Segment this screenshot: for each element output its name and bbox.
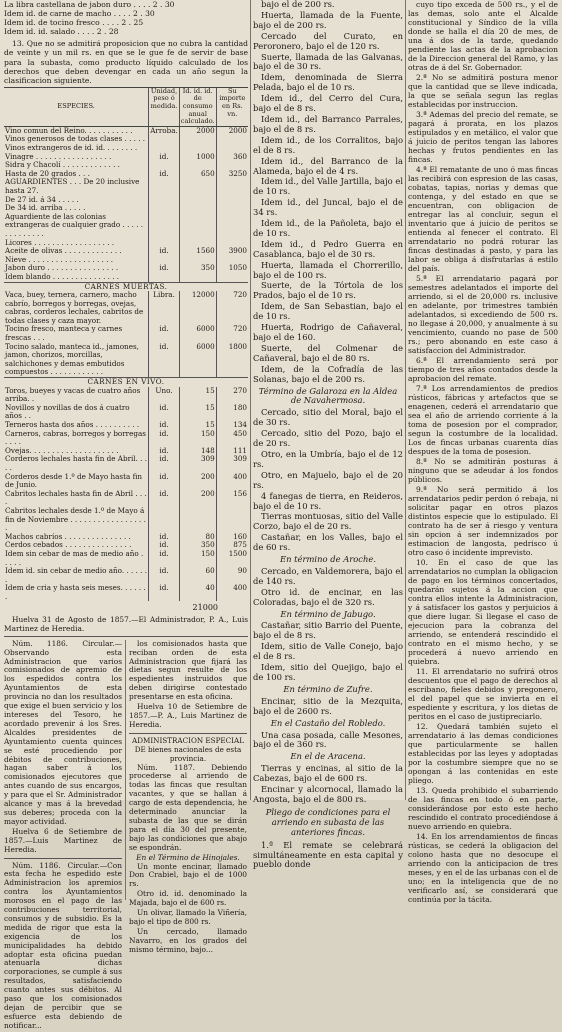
finca-line: Otro id. de encinar, en las Coloradas, bajo el de 320 rs.: [253, 586, 403, 607]
lower-right-text: [129, 640, 247, 956]
consumption-cell: 200: [179, 490, 216, 507]
table-row: [4, 490, 248, 507]
condition-paragraph: 4.ª El rematante de uno ó mas fincas las recibirá con espresion de las casas, cobatas, tapias, norias y demas que contenga, y del estado en que se encuentran, con obligacion de entregar las al concluir, segun el inventario que á juicio de peritos se entienda al fenecer el contrato. El arrendatario no podrá roturar las fincas destinadas á pasto, y para las labor se obliga á disfrutarlas á estilo del país.: [408, 165, 558, 273]
condition-paragraph: cuyo tipo exceda de 500 rs., y el de las demas, solo ante el Alcalde constitucional y Síndico de la villa donde se halla el día 20 de mes, de una á dos de la tarde, quedando pendiente las actas de la aprobacion de la Direccion general del Ramo, y las otras de á del Sr. Gobernador.: [408, 0, 558, 72]
finca-list-3: [253, 567, 403, 608]
consumption-cell: 15: [179, 387, 216, 404]
finca-line: Castañar, sitio Barrio del Puente, bajo el de 8 rs.: [253, 620, 403, 641]
species-cell: Aguardiente de las colonias extrangeras de cualquier grado . . . . . . . . . . . . . .: [5, 211, 144, 238]
finca-line: Idem id., del Juncal, bajo el de 34 rs.: [253, 197, 403, 218]
finca-line: Suerte, llamada de las Galvanas, bajo el de 30 rs.: [253, 51, 403, 72]
finca-line: 4 fanegas de tierra, en Reideros, bajo el de 10 rs.: [253, 490, 403, 511]
finca-list-5: [253, 697, 403, 717]
finca-line: Idem, denominada de Sierra Pelada, bajo el de 10 rs.: [253, 72, 403, 93]
consumption-cell: 80: [179, 533, 216, 542]
amount-cell: 3250: [216, 170, 248, 179]
amount-cell: 309: [216, 455, 248, 472]
finca-line: Idem, sitio del Quejigo, bajo el de 100 rs.: [253, 662, 403, 682]
consumption-cell: 6000: [179, 343, 216, 378]
condition-paragraph: 5.ª El arrendatario pagará por semestres adelantados el importe del arriendo, si el de 20,000 rs. inclusive en adelante, por trimestres también adelantados, si excediendo de 500 rs. no llegase á 20,000, y anualmente á su vencimiento, cuando no pase de 500 rs.; pero abonando en este caso á satisfaccion del Administrador.: [408, 274, 558, 355]
finca-line: Cercado del Curato, en Peroronero, bajo el de 120 rs.: [253, 30, 403, 51]
condition-paragraph: 9.ª No será permitido á los arrendatarios pedir perdon ó rebaja, ni solicitar pagar en otros plazos distintos especie que lo estipulado. El contrato ha de ser á riesgo y ventura sin opcion á ser indemnizados por estimacion de langosta, pedrisco ú otro caso ó incidente imprevisto.: [408, 485, 558, 557]
amount-cell: 1050: [216, 264, 248, 273]
amount-cell: [216, 135, 248, 144]
finca-line: Encinar, sitio de la Mezquita, bajo el de 2600 rs.: [253, 695, 403, 716]
subheading-aracena: En el de Aracena.: [290, 751, 366, 762]
condition-paragraph: 8.ª No se admitirán posturas á ninguno que se adeudar á los fondos públicos.: [408, 457, 558, 484]
finca-line: Tierras montuosas, sitio del Valle Corzo, bajo el de 20 rs.: [253, 511, 403, 532]
unit-cell: [149, 507, 180, 533]
amount-cell: [216, 178, 248, 195]
unit-cell: id.: [149, 473, 180, 490]
amount-cell: 720: [216, 291, 248, 325]
species-cell: Idem id. sin cebar de medio año. . . . . . .: [5, 566, 148, 584]
finca-line: Un monte encinar, llamado Don Crabiel, bajo el de 1000 rs.: [129, 861, 247, 889]
subheading-jabugo: En término de Jabugo.: [280, 608, 376, 619]
unit-cell: id.: [149, 447, 180, 456]
consumption-cell: [179, 507, 216, 533]
header-species: ESPECIES.: [4, 87, 149, 126]
comisionados-text: los comisionados hasta que reciban orden de esta Administracion que fijará las dietas segun resulte de los espedientes instruidos que deben dirigirse contestado presentarse en esta oficina.: [129, 638, 247, 702]
pliego-condition-1: 1.ª El remate se celebrará simultáneamente en esta capital y pueblo donde: [253, 839, 403, 870]
unit-cell: id.: [149, 247, 180, 256]
header-consumption: Id. id. id. de consumo anual calculado.: [180, 86, 215, 126]
unit-cell: id.: [149, 325, 180, 342]
unit-cell: id.: [149, 533, 180, 542]
consumption-cell: 148: [179, 447, 216, 456]
finca-line: Idem, de San Sebastian, bajo el de 10 rs.: [253, 301, 403, 322]
unit-cell: id.: [149, 264, 180, 273]
subheading-robledo: En el Castaño del Robledo.: [270, 717, 386, 728]
unit-cell: id.: [149, 421, 180, 430]
header-unit: Unidad, peso ó medida.: [149, 87, 180, 126]
consumption-cell: 15: [179, 404, 216, 421]
unit-cell: [149, 273, 180, 282]
condition-paragraph: 7.ª Los arrendamientos de predios rústicos, fábricas y artefactos que se enagenen, cederá el arrendatario que sea el año de arriendo corriente á la toma de posesion por el comprador, segun la costumbre de la localidad. Los de fincas urbanas cuarenta días despues de la toma de posesion.: [408, 384, 558, 456]
inner-rule: [125, 640, 126, 900]
species-cell: Cabritos lechales desde 1.º de Mayo á fin de Noviembre . . . . . . . . . . . . . . . . . .: [5, 505, 146, 533]
finca-line: Suerte, del Colmenar de Cañaveral, bajo el de 80 rs.: [253, 342, 403, 363]
unit-cell: id.: [149, 455, 180, 472]
table-row: [4, 325, 248, 342]
consumption-cell: 1560: [179, 247, 216, 256]
consumption-cell: 15: [179, 421, 216, 430]
species-cell: Aceite de olivas . . . . . . . . . . . . .: [5, 246, 122, 256]
condition-paragraph: 6.ª El arrendamiento será por tiempo de tres años contados desde la aprobacion del remate.: [408, 356, 558, 383]
unit-cell: id.: [149, 430, 180, 447]
consumption-cell: 350: [179, 264, 216, 273]
amount-cell: 134: [216, 421, 248, 430]
subheading-zufre: En término de Zufre.: [283, 683, 373, 694]
separator: [129, 733, 247, 734]
species-cell: Idem de cria y hasta seis meses. . . . . . .: [5, 583, 146, 601]
num-1187: Núm. 1187. Debiendo procederse al arriendo de todas las fincas que resultan vacantes, y que se hallan á cargo de esta dependencia, he determinado anunciar la subasta de las que se dirán para el día 30 del presente, bajo las condiciones que abajo se espondrán.: [129, 762, 247, 852]
column-2: [253, 0, 403, 870]
circular-1186-a: Núm. 1186. Circular.—Observando esta Administracion que varios comisionados de apremio de los espedidos contra los Ayuntamientos de esta provincia no dan los resultados que exige el buen servicio y los intereses del Tesoro, he acordado prevenir á los Sres. Alcaldes presidentes de Ayuntamiento cuenta quinces se esté procediendo por débitos de contribuciones, hagan saber á los comisionados ejecutores que antes cuando de sus encargos, y para que el Sr. Administrador alcance y mas á la brevedad sus deberes; proceda con la mayor actividad.: [4, 638, 122, 826]
consumption-cell: 350: [179, 541, 216, 550]
amount-cell: 875: [216, 541, 248, 550]
consumption-cell: 200: [179, 473, 216, 490]
finca-line: Un olivar, llamado la Viñería, bajo el tipo de 800 rs.: [129, 908, 247, 926]
consumption-cell: 60: [179, 567, 216, 584]
consumption-cell: 150: [179, 430, 216, 447]
unit-cell: [149, 204, 180, 213]
table-row: [4, 213, 248, 239]
amount-cell: 156: [216, 490, 248, 507]
consumption-cell: 150: [179, 550, 216, 567]
amount-cell: 1800: [216, 343, 248, 378]
finca-line: Idem id., del Valle Jartilla, bajo el de 10 rs.: [253, 176, 403, 197]
amount-cell: 160: [216, 533, 248, 542]
species-cell: Corderos desde 1.º de Mayo hasta fin de Junio.: [5, 471, 142, 490]
unit-cell: id.: [149, 490, 180, 507]
consumption-cell: [179, 204, 216, 213]
finca-list-4: [253, 621, 403, 682]
circular-1186-b: Núm. 1186. Circular.—Con esta fecha he espedido este Administracion los apremios contra los Ayuntamientos morosos en el pago de las contribuciones territorial, consumos y de subsidio. Es la medida de rigor que esta la exigencia de los municipalidades ha debido adoptar esta oficina puedan atenuarla dichas corporaciones, se cumple á sus resultados, satisfaciendo cuanto antes sus débitos. Al paso que los comisionados dejan de percibir que se esfuerce esta debiendo de notificar...: [4, 860, 122, 1030]
table-row: [4, 291, 248, 325]
consumption-cell: [179, 213, 216, 239]
lower-left-text: [4, 640, 122, 1032]
consumption-cell: 1000: [179, 153, 216, 162]
admin-bienes-title: ADMINISTRACION ESPECIAL DE bienes nacionales de esta provincia.: [132, 735, 244, 763]
amount-cell: [216, 196, 248, 205]
table-row: [4, 507, 248, 533]
signature-huelva: Huelva 31 de Agosto de 1857.—El Administrador, P. A., Luis Martinez de Heredia.: [4, 614, 248, 633]
finca-list-1: [253, 0, 403, 385]
species-cell: De 27 id. á 34 . . . . .: [5, 194, 79, 204]
consumption-cell: 650: [179, 170, 216, 179]
amount-cell: [216, 507, 248, 533]
column-rule-right: [405, 0, 406, 800]
species-cell: Tocino fresco, manteca y carnes frescas . . .: [5, 324, 123, 343]
column-1: [4, 0, 248, 1030]
amount-cell: 400: [216, 584, 248, 601]
amount-cell: 180: [216, 404, 248, 421]
species-cell: Vaca, buey, ternera, carnero, macho cabrío, borregos y borregas, ovejas, cabras, corderos lechales, cabritos de todas clases y caza mayor.: [5, 290, 144, 325]
species-cell: Cabritos lechales hasta fin de Abril . . . .: [5, 488, 147, 507]
species-cell: Carneros, cabras, borregos y borregas . . . .: [5, 428, 146, 447]
column-rule-left: [250, 0, 251, 800]
finca-line: Idem id., del Barranco Parrales, bajo el de 8 rs.: [253, 113, 403, 134]
unit-cell: id.: [149, 153, 180, 162]
species-cell: Vino comun del Reino. . . . . . . . . . .: [5, 125, 133, 135]
table-header-row: [4, 87, 248, 126]
amount-cell: 90: [216, 567, 248, 584]
species-cell: Licores . . . . . . . . . . . . . . . . . .: [5, 237, 115, 247]
unit-cell: id.: [149, 170, 180, 179]
finca-line: Idem, de la Cofradía de las Solanas, bajo el de 200 rs.: [253, 363, 403, 384]
price-line: Idem id. de carne de macho . . . . 2 . 30: [4, 9, 155, 19]
species-cell: Tocino salado, manteca id., jamones, jamon, chorizos, morcillas, salchichones y demas embutidos compuestos . . . . . . . . . . . .: [5, 341, 139, 377]
species-cell: Jabon duro . . . . . . . . . . . . . . . .: [5, 263, 119, 273]
table-row: [4, 473, 248, 490]
consumption-cell: 40: [179, 584, 216, 601]
price-line: Idem id. de tocino fresco . . . . 2 . 25: [4, 18, 144, 28]
price-line: Idem id. id. salado . . . . 2 . 28: [4, 27, 119, 37]
finca-line: Cercado, sitio del Moral, bajo el de 30 rs.: [253, 407, 403, 428]
finca-line: Un cercado, llamado Navarro, en los grados del mismo término, bajo...: [129, 926, 247, 954]
finca-line: Otro id. id. denominado la Majada, bajo el de 600 rs.: [129, 889, 247, 908]
finca-line: Huerta, Rodrigo de Cañaveral, bajo el de 160.: [253, 322, 403, 342]
condition-paragraph: 12. Quedará también sujeto el arrendatario á las demas condiciones que particularmente se hallen establecidas por las leyes y adoptadas por la costumbre siempre que no se opongan á las contenidas en este pliego.: [408, 722, 558, 785]
finca-list-2: [253, 408, 403, 553]
species-cell: Vinos extrangeros de id. id. . . . . . . .: [5, 143, 138, 152]
table-row: [4, 343, 248, 378]
amount-cell: 450: [216, 430, 248, 447]
amount-cell: [216, 213, 248, 239]
amount-cell: 360: [216, 153, 248, 162]
table-row: [4, 178, 248, 195]
section-title-carnes-vivo: CARNES EN VIVO.: [4, 378, 248, 387]
finca-line: Idem id., de la Pañoleta, bajo el de 10 rs.: [253, 218, 403, 238]
top-price-lines: [4, 0, 248, 36]
species-cell: Novillos y novillas de dos á cuatro años . .: [5, 402, 130, 421]
section-title-carnes-muertas: CARNES MUERTAS.: [4, 282, 248, 291]
consumption-cell: [179, 135, 216, 144]
condition-paragraph: 13. Queda prohibido el subarriendo de las fincas en todo ó en parte, considerándose por esto este hecho rescindido el contrato procediéndose á nuevo arriendo en quiebra.: [408, 786, 558, 831]
unit-cell: Libra.: [149, 291, 180, 325]
finca-line: Tierras y encinas, al sitio de la Cabezas, bajo el de 600 rs.: [253, 763, 403, 784]
consumption-cell: [179, 273, 216, 282]
header-amount: Su importe en Rs. vn.: [216, 87, 248, 126]
finca-line: Suerte, de la Tórtola de los Prados, bajo el de 10 rs.: [253, 280, 403, 301]
table-row: [4, 404, 248, 421]
species-cell: De 34 id. arriba . . . . .: [5, 203, 86, 213]
column-3: [408, 0, 558, 904]
condition-paragraph: 10. En el caso de que las arrendatarios no cumplan la obligacion de pago en los términos concertados, quedarán sujetos á la accion que contra ellos intente la Administracion, y á satisfacer los gastos y perjuicios á que diere lugar. Si llegase el caso de ejecucion para la cobranza del arriendo, se entenderá rescindido el contrato en el mismo hecho, y se procederá á nuevo arriendo en quiebra.: [408, 558, 558, 666]
finca-line: Encinar y alcornocal, llamado la Angosta, bajo el de 800 rs.: [253, 784, 403, 804]
unit-cell: id.: [149, 404, 180, 421]
amount-cell: [216, 204, 248, 213]
species-cell: Idem blando . . . . . . . . . . . . . . .: [5, 271, 120, 281]
amount-cell: 270: [216, 387, 248, 404]
amount-cell: [216, 273, 248, 282]
species-cell: Toros, bueyes y vacas de cuatro años arriba. .: [5, 385, 141, 404]
condition-paragraph: 14. En los arrendamientos de fincas rústicas, se cederá la obligacion del colono hasta que no desocupe el arriendo con la anticipacion de tres meses, y en el de las urbanas con el de uno; en la inteligencia que de no verificarlo así, se considerará que continúa por la tácita.: [408, 832, 558, 904]
table-row: [4, 387, 248, 404]
conditions-list: [408, 0, 558, 904]
consumption-cell: 6000: [179, 325, 216, 342]
unit-cell: [149, 196, 180, 205]
species-cell: Corderos lechales hasta fin de Abril. . . . .: [5, 454, 148, 472]
separator: [4, 636, 248, 637]
species-cell: AGUARDIENTES . . . De 20 inclusive hasta 27.: [5, 177, 140, 195]
table-row: [4, 455, 248, 472]
separator: [4, 858, 122, 859]
species-cell: Cerdos cebados . . . . . . . . . . . . . . .: [5, 540, 132, 550]
article-13: 13. Que no se admitirá proposicion que no cubra la cantidad de veinte y un mil rs. en que se le gue fe de servir de base para la subasta, como producto líquido calculado de los derechos que deben devengar en cada un año segun la clasificacion siguiente.: [4, 39, 248, 85]
table-row: [4, 584, 248, 601]
species-cell: Ovejas. . . . . . . . . . . . . . . . . . . .: [5, 445, 119, 455]
amount-cell: 720: [216, 325, 248, 342]
table-row: [4, 430, 248, 447]
finca-line: Cercado, en Valdemorera, bajo el de 140 rs.: [253, 565, 403, 586]
species-cell: Hasta de 20 grados . . .: [5, 168, 90, 178]
condition-paragraph: 11. El arrendatario no sufrirá otros descuentos que el pago de derechos al escribano, fieles debidos y pregonero, el del papel que se invierta en el espediente y escritura, y los dietas de peritos en el caso de justipreciarlo.: [408, 667, 558, 721]
unit-cell: id.: [149, 541, 180, 550]
unit-cell: [149, 178, 180, 195]
subheading-hinojales: En el Término de Hinojales.: [136, 852, 240, 862]
consumption-cell: 12000: [179, 291, 216, 325]
price-line: La libra castellana de jabon duro . . . . 2 . 30: [4, 0, 175, 9]
unit-cell: [149, 213, 180, 239]
species-cell: Idem sin cebar de mas de medio año . . . . .: [5, 548, 144, 567]
finca-line: Idem id., del Barranco de la Alameda, bajo el de 4 rs.: [253, 155, 403, 176]
amount-cell: 400: [216, 473, 248, 490]
amount-cell: 3900: [216, 247, 248, 256]
circular-date: Huelva 6 de Setiembre de 1857.—Luis Martinez de Heredia.: [4, 826, 122, 854]
finca-list-6: [253, 731, 403, 751]
unit-cell: id.: [149, 550, 180, 567]
subheading-aroche: En término de Aroche.: [280, 554, 376, 565]
finca-line: Idem, sitio de Valle Conejo, bajo el de 8 rs.: [253, 641, 403, 662]
species-cell: Vinos generosos de todas clases . . . . .: [5, 134, 146, 144]
finca-line: Otro, en Majuelo, bajo el de 20 rs.: [253, 469, 403, 490]
unit-cell: [149, 135, 180, 144]
finca-line: Huerta, llamada el Chorrerillo, bajo el de 100 rs.: [253, 259, 403, 280]
consumption-cell: 2000: [179, 126, 216, 135]
species-cell: Terneros hasta dos años . . . . . . . . . .: [5, 420, 140, 429]
unit-cell: id.: [149, 584, 180, 601]
species-cell: Sidra y Chacolí . . . . . . . . . . . . .: [5, 160, 120, 170]
unit-cell: id.: [149, 567, 180, 584]
amount-cell: 2000: [216, 126, 248, 135]
finca-line: Castañar, en los Valles, bajo el de 60 rs.: [253, 532, 403, 553]
consumption-cell: 309: [179, 455, 216, 472]
finca-line: Idem id., del Cerro del Cura, bajo el de 8 rs.: [253, 93, 403, 114]
finca-list-7: [253, 764, 403, 805]
condition-paragraph: 3.ª Ademas del precio del remate, se pagará á prorata, en los plazos estipulados y en metálico, el valor que á juicio de peritos tengan las labores hechas y frutos pendientes en las fincas.: [408, 110, 558, 164]
table-row: [4, 550, 248, 567]
finca-line: bajo el de 200 rs.: [261, 0, 335, 9]
species-cell: Machos cabríos . . . . . . . . . . . . . . .: [5, 531, 131, 541]
finca-line: Cercado, sitio del Pozo, bajo el de 20 rs.: [253, 428, 403, 449]
amount-cell: 111: [216, 447, 248, 456]
finca-line: Otro, en la Umbría, bajo el de 12 rs.: [253, 448, 403, 469]
amount-cell: 1500: [216, 550, 248, 567]
lower-split: [4, 638, 248, 1030]
finca-line: Idem id., d Pedro Guerra en Casablanca, bajo el de 30 rs.: [253, 238, 403, 259]
table-total: 21000: [192, 603, 218, 613]
finca-line: Huerta, llamada de la Fuente, bajo el de 200 rs.: [253, 9, 403, 30]
consumption-cell: [179, 196, 216, 205]
finca-line: Idem id., de los Corralitos, bajo el de 8 rs.: [253, 134, 403, 155]
condition-paragraph: 2.ª No se admitirá postura menor que la cantidad que se lleve indicada, la que se señala segun las reglas establecidas por instruccion.: [408, 73, 558, 109]
species-cell: Vinagre . . . . . . . . . . . . . . . . .: [5, 151, 112, 161]
pliego-title: Pliego de condiciones para el arriendo en subasta de las anteriores fincas.: [265, 806, 391, 837]
species-cell: Nieve . . . . . . . . . . . . . . . . . . .: [5, 254, 113, 264]
table-row: [4, 273, 248, 282]
unit-cell: Uno.: [149, 387, 180, 404]
consumption-table: [4, 87, 248, 602]
unit-cell: Arroba.: [150, 125, 178, 135]
unit-cell: id.: [149, 343, 180, 378]
subheading-galaroza: Término de Galaroza en la Aldea de Navahermosa.: [258, 385, 398, 406]
comisionados-date: Huelva 10 de Setiembre de 1857.—P. A., Luis Martinez de Heredia.: [129, 702, 247, 729]
table-row: [4, 567, 248, 584]
finca-line: Una casa posada, calle Mesones, bajo el de 360 rs.: [253, 729, 403, 750]
consumption-cell: [179, 178, 216, 195]
